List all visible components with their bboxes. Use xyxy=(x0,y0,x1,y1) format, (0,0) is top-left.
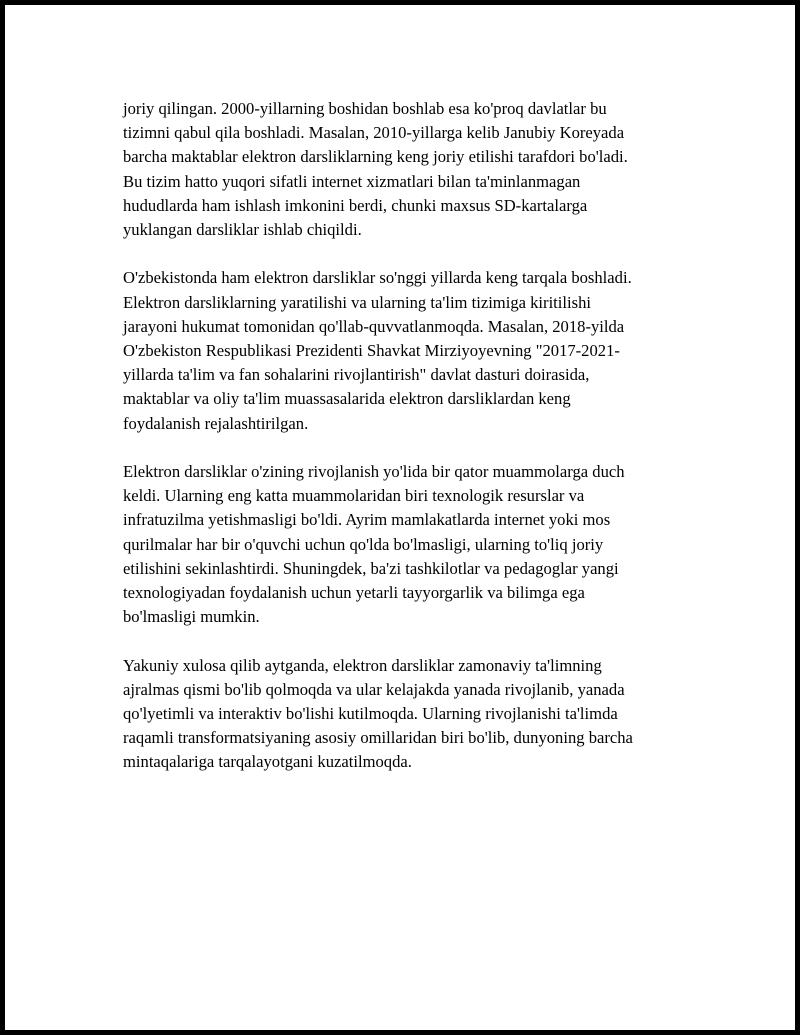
paragraph-4: Yakuniy xulosa qilib aytganda, elektron darsliklar zamonaviy ta'limning ajralmas qismi bo'lib qolmoqda va ular kelajakda yanada rivojlanib, yanada qo'lyetimli va interaktiv bo'lishi kutilmoqda. Ularning rivojlanishi ta'limda raqamli transformatsiyaning asosiy omillaridan biri bo'lib, dunyoning barcha mintaqalariga tarqalayotgani kuzatilmoqda. xyxy=(123,655,633,772)
paragraph-3: Elektron darsliklar o'zining rivojlanish yo'lida bir qator muammolarga duch keldi. Ularning eng katta muammolaridan biri texnologik resurslar va infratuzilma yetishmasligi bo'ldi. Ayrim mamlakatlarda internet yoki mos qurilmalar har bir o'quvchi uchun qo'lda bo'lmasligi, ularning to'liq joriy etilishini sekinlashtirdi. Shuningdek, ba'zi tashkilotlar va pedagoglar yangi texnologiyadan foydalanish uchun yetarli tayyorgarlik va bilimga ega bo'lmasligi mumkin. xyxy=(123,462,625,627)
paragraph-2: O'zbekistonda ham elektron darsliklar so'nggi yillarda keng tarqala boshladi. Elektron darsliklarning yaratilishi va ularning ta'lim tizimiga kiritilishi jarayoni hukumat tomonidan qo'llab-quvvatlanmoqda. Masalan, 2018-yilda O'zbekiston Respublikasi Prezidenti Shavkat Mirziyoyevning "2017-2021- yillarda ta'lim va fan sohalarini rivojlantirish" davlat dasturi doirasida, maktablar va oliy ta'lim muassasalarida elektron darsliklardan keng foydalanish rejalashtirilgan. xyxy=(123,268,632,433)
document-body xyxy=(123,97,703,799)
paragraph-1: joriy qilingan. 2000-yillarning boshidan boshlab esa ko'proq davlatlar bu tizimni qabul qila boshladi. Masalan, 2010-yillarga kelib Janubiy Koreyada barcha maktablar elektron darsliklarning keng joriy etilishi tarafdori bo'ladi. Bu tizim hatto yuqori sifatli internet xizmatlari bilan ta'minlanmagan hududlarda ham ishlash imkonini berdi, chunki maxsus SD-kartalarga yuklangan darsliklar ishlab chiqildi. xyxy=(123,99,628,240)
